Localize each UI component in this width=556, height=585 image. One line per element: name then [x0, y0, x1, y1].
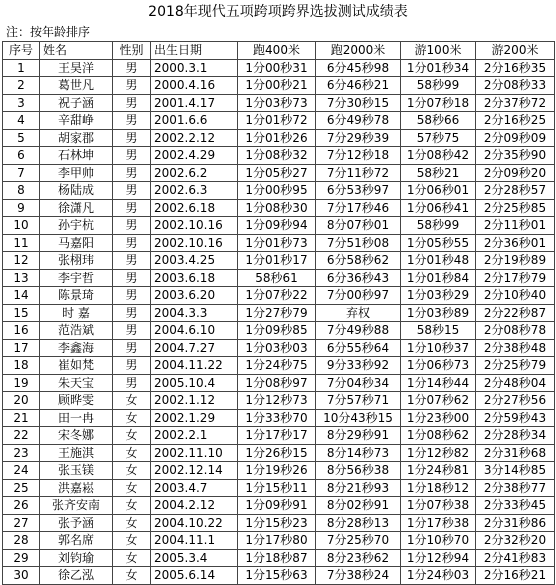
cell-run400: 1分15秒11 — [238, 479, 316, 497]
cell-birthdate: 2001.4.17 — [151, 94, 238, 112]
cell-swim200: 2分25秒79 — [476, 357, 555, 375]
cell-run400: 1分17秒80 — [238, 532, 316, 550]
cell-run2000: 8分28秒13 — [316, 514, 401, 532]
cell-run2000: 8分07秒01 — [316, 217, 401, 235]
cell-swim200: 2分36秒01 — [476, 234, 555, 252]
cell-swim100: 1分12秒82 — [401, 444, 476, 462]
cell-name: 祝子涵 — [40, 94, 113, 112]
cell-birthdate: 2005.10.4 — [151, 374, 238, 392]
cell-index: 6 — [3, 147, 40, 165]
table-row — [3, 164, 555, 182]
cell-run400: 1分05秒27 — [238, 164, 316, 182]
cell-name: 辛甜峥 — [40, 112, 113, 130]
cell-gender: 男 — [113, 269, 151, 287]
cell-swim100: 1分06秒01 — [401, 182, 476, 200]
cell-name: 范浩斌 — [40, 322, 113, 340]
cell-gender: 男 — [113, 77, 151, 95]
cell-swim200: 2分31秒86 — [476, 514, 555, 532]
cell-run400: 1分09秒91 — [238, 497, 316, 515]
table-row — [3, 269, 555, 287]
cell-run400: 1分00秒21 — [238, 77, 316, 95]
cell-index: 24 — [3, 462, 40, 480]
cell-run2000: 8分56秒38 — [316, 462, 401, 480]
cell-name: 朱天宝 — [40, 374, 113, 392]
cell-run400: 1分03秒73 — [238, 94, 316, 112]
cell-gender: 男 — [113, 217, 151, 235]
cell-name: 刘钧瑜 — [40, 549, 113, 567]
cell-index: 25 — [3, 479, 40, 497]
cell-run400: 1分03秒03 — [238, 339, 316, 357]
cell-index: 28 — [3, 532, 40, 550]
sort-note: 注：按年龄排序 — [6, 25, 91, 39]
cell-birthdate: 2004.2.12 — [151, 497, 238, 515]
cell-run2000: 7分17秒46 — [316, 199, 401, 217]
cell-birthdate: 2004.6.10 — [151, 322, 238, 340]
cell-run2000: 弃权 — [316, 304, 401, 322]
col-header-run400: 跑400米 — [238, 42, 316, 60]
cell-birthdate: 2004.10.22 — [151, 514, 238, 532]
cell-run2000: 6分49秒78 — [316, 112, 401, 130]
cell-index: 18 — [3, 357, 40, 375]
table-row — [3, 94, 555, 112]
cell-index: 29 — [3, 549, 40, 567]
cell-swim100: 1分24秒81 — [401, 462, 476, 480]
cell-swim200: 2分11秒01 — [476, 217, 555, 235]
cell-name: 王施淇 — [40, 444, 113, 462]
cell-swim100: 1分10秒37 — [401, 339, 476, 357]
cell-gender: 男 — [113, 322, 151, 340]
cell-gender: 女 — [113, 479, 151, 497]
table-row — [3, 479, 555, 497]
cell-run2000: 7分29秒39 — [316, 129, 401, 147]
cell-swim200: 2分16秒35 — [476, 59, 555, 77]
cell-gender: 女 — [113, 514, 151, 532]
cell-run400: 1分01秒72 — [238, 112, 316, 130]
cell-swim100: 1分23秒00 — [401, 409, 476, 427]
cell-swim100: 1分01秒84 — [401, 269, 476, 287]
table-row — [3, 549, 555, 567]
cell-name: 李甲帅 — [40, 164, 113, 182]
cell-run400: 1分18秒87 — [238, 549, 316, 567]
cell-birthdate: 2002.6.18 — [151, 199, 238, 217]
cell-index: 13 — [3, 269, 40, 287]
table-row — [3, 234, 555, 252]
cell-run2000: 8分29秒91 — [316, 427, 401, 445]
cell-index: 8 — [3, 182, 40, 200]
cell-gender: 女 — [113, 549, 151, 567]
cell-name: 马嘉阳 — [40, 234, 113, 252]
cell-birthdate: 2003.6.20 — [151, 287, 238, 305]
cell-run2000: 7分57秒71 — [316, 392, 401, 410]
cell-gender: 男 — [113, 147, 151, 165]
cell-swim100: 1分08秒62 — [401, 427, 476, 445]
table-row — [3, 444, 555, 462]
cell-run400: 1分24秒75 — [238, 357, 316, 375]
table-row — [3, 514, 555, 532]
cell-swim200: 2分41秒83 — [476, 549, 555, 567]
cell-name: 徐潇凡 — [40, 199, 113, 217]
cell-run2000: 10分43秒15 — [316, 409, 401, 427]
cell-swim200: 2分28秒34 — [476, 427, 555, 445]
cell-gender: 女 — [113, 427, 151, 445]
cell-gender: 女 — [113, 497, 151, 515]
col-header-gender: 性别 — [113, 42, 151, 60]
table-row — [3, 532, 555, 550]
cell-gender: 男 — [113, 129, 151, 147]
cell-index: 27 — [3, 514, 40, 532]
cell-name: 张栩玮 — [40, 252, 113, 270]
table-row — [3, 182, 555, 200]
cell-run2000: 7分49秒88 — [316, 322, 401, 340]
table-row — [3, 339, 555, 357]
cell-swim100: 57秒75 — [401, 129, 476, 147]
cell-run400: 1分27秒79 — [238, 304, 316, 322]
cell-run400: 1分09秒85 — [238, 322, 316, 340]
cell-swim100: 1分06秒41 — [401, 199, 476, 217]
cell-name: 张玉镁 — [40, 462, 113, 480]
cell-run2000: 6分45秒98 — [316, 59, 401, 77]
cell-gender: 女 — [113, 409, 151, 427]
cell-index: 26 — [3, 497, 40, 515]
cell-swim200: 2分31秒68 — [476, 444, 555, 462]
cell-name: 李宇哲 — [40, 269, 113, 287]
cell-name: 王昊洋 — [40, 59, 113, 77]
cell-swim200: 2分08秒33 — [476, 77, 555, 95]
cell-swim100: 1分01秒48 — [401, 252, 476, 270]
cell-run2000: 8分14秒73 — [316, 444, 401, 462]
cell-name: 葛世凡 — [40, 77, 113, 95]
cell-birthdate: 2002.2.12 — [151, 129, 238, 147]
cell-swim200: 2分59秒43 — [476, 409, 555, 427]
table-row — [3, 322, 555, 340]
cell-swim100: 58秒99 — [401, 77, 476, 95]
table-row — [3, 199, 555, 217]
cell-name: 崔如梵 — [40, 357, 113, 375]
table-row — [3, 112, 555, 130]
cell-gender: 男 — [113, 357, 151, 375]
cell-run400: 1分26秒15 — [238, 444, 316, 462]
cell-swim200: 2分16秒25 — [476, 112, 555, 130]
cell-run400: 58秒61 — [238, 269, 316, 287]
cell-run2000: 9分33秒92 — [316, 357, 401, 375]
cell-swim100: 1分17秒38 — [401, 514, 476, 532]
table-row — [3, 59, 555, 77]
col-header-run2000: 跑2000米 — [316, 42, 401, 60]
cell-run400: 1分00秒95 — [238, 182, 316, 200]
cell-run400: 1分33秒70 — [238, 409, 316, 427]
table-row — [3, 567, 555, 585]
cell-run2000: 6分58秒62 — [316, 252, 401, 270]
cell-name: 张齐安南 — [40, 497, 113, 515]
table-row — [3, 129, 555, 147]
cell-run2000: 7分25秒70 — [316, 532, 401, 550]
col-header-birthdate: 出生日期 — [151, 42, 238, 60]
cell-run2000: 7分11秒72 — [316, 164, 401, 182]
cell-name: 宋冬娜 — [40, 427, 113, 445]
cell-index: 10 — [3, 217, 40, 235]
cell-swim100: 1分14秒44 — [401, 374, 476, 392]
cell-run400: 1分07秒22 — [238, 287, 316, 305]
cell-name: 石林坤 — [40, 147, 113, 165]
cell-name: 孙宇杭 — [40, 217, 113, 235]
cell-run400: 1分08秒32 — [238, 147, 316, 165]
cell-index: 9 — [3, 199, 40, 217]
cell-run400: 1分08秒97 — [238, 374, 316, 392]
cell-birthdate: 2002.2.1 — [151, 427, 238, 445]
cell-birthdate: 2002.4.29 — [151, 147, 238, 165]
table-row — [3, 147, 555, 165]
cell-birthdate: 2002.1.12 — [151, 392, 238, 410]
cell-gender: 男 — [113, 339, 151, 357]
cell-gender: 女 — [113, 444, 151, 462]
cell-swim100: 58秒21 — [401, 164, 476, 182]
cell-birthdate: 2004.11.22 — [151, 357, 238, 375]
cell-run400: 1分17秒17 — [238, 427, 316, 445]
cell-swim200: 2分19秒89 — [476, 252, 555, 270]
cell-index: 14 — [3, 287, 40, 305]
cell-run2000: 8分21秒93 — [316, 479, 401, 497]
cell-name: 徐乙泓 — [40, 567, 113, 585]
cell-index: 20 — [3, 392, 40, 410]
table-row — [3, 409, 555, 427]
cell-run2000: 8分23秒62 — [316, 549, 401, 567]
cell-birthdate: 2002.6.2 — [151, 164, 238, 182]
cell-name: 顾晔雯 — [40, 392, 113, 410]
cell-index: 3 — [3, 94, 40, 112]
cell-birthdate: 2002.10.16 — [151, 217, 238, 235]
cell-swim200: 2分16秒21 — [476, 567, 555, 585]
cell-run400: 1分01秒73 — [238, 234, 316, 252]
cell-gender: 男 — [113, 59, 151, 77]
cell-birthdate: 2005.6.14 — [151, 567, 238, 585]
cell-birthdate: 2004.7.27 — [151, 339, 238, 357]
cell-swim100: 1分01秒34 — [401, 59, 476, 77]
cell-swim200: 2分09秒09 — [476, 129, 555, 147]
cell-gender: 女 — [113, 567, 151, 585]
cell-run2000: 7分00秒97 — [316, 287, 401, 305]
table-row — [3, 427, 555, 445]
cell-run400: 1分00秒31 — [238, 59, 316, 77]
cell-swim100: 1分03秒29 — [401, 287, 476, 305]
cell-name: 张予涵 — [40, 514, 113, 532]
cell-run2000: 7分12秒18 — [316, 147, 401, 165]
cell-gender: 男 — [113, 374, 151, 392]
cell-swim200: 2分38秒77 — [476, 479, 555, 497]
cell-swim200: 2分48秒04 — [476, 374, 555, 392]
cell-swim200: 2分17秒79 — [476, 269, 555, 287]
cell-gender: 男 — [113, 112, 151, 130]
cell-gender: 女 — [113, 462, 151, 480]
cell-run400: 1分12秒73 — [238, 392, 316, 410]
cell-birthdate: 2002.11.10 — [151, 444, 238, 462]
cell-run2000: 7分51秒08 — [316, 234, 401, 252]
cell-gender: 男 — [113, 252, 151, 270]
cell-name: 胡家郡 — [40, 129, 113, 147]
cell-swim100: 58秒15 — [401, 322, 476, 340]
cell-index: 21 — [3, 409, 40, 427]
table-row — [3, 77, 555, 95]
cell-gender: 男 — [113, 164, 151, 182]
cell-index: 11 — [3, 234, 40, 252]
results-table — [2, 41, 555, 585]
cell-swim100: 58秒66 — [401, 112, 476, 130]
table-body — [3, 59, 555, 584]
cell-swim100: 1分24秒03 — [401, 567, 476, 585]
cell-swim200: 2分22秒87 — [476, 304, 555, 322]
cell-swim100: 1分07秒38 — [401, 497, 476, 515]
cell-birthdate: 2004.3.3 — [151, 304, 238, 322]
header-row — [3, 42, 555, 60]
cell-run400: 1分15秒63 — [238, 567, 316, 585]
cell-run2000: 6分53秒97 — [316, 182, 401, 200]
cell-swim100: 1分18秒12 — [401, 479, 476, 497]
cell-swim100: 1分03秒89 — [401, 304, 476, 322]
cell-birthdate: 2000.4.16 — [151, 77, 238, 95]
cell-swim200: 2分38秒48 — [476, 339, 555, 357]
cell-swim100: 1分06秒73 — [401, 357, 476, 375]
cell-run2000: 8分02秒91 — [316, 497, 401, 515]
cell-gender: 女 — [113, 532, 151, 550]
cell-index: 16 — [3, 322, 40, 340]
cell-name: 郭名席 — [40, 532, 113, 550]
cell-birthdate: 2000.3.1 — [151, 59, 238, 77]
cell-index: 17 — [3, 339, 40, 357]
cell-index: 4 — [3, 112, 40, 130]
cell-index: 23 — [3, 444, 40, 462]
table-row — [3, 357, 555, 375]
cell-run400: 1分15秒23 — [238, 514, 316, 532]
table-row — [3, 392, 555, 410]
cell-index: 2 — [3, 77, 40, 95]
cell-index: 19 — [3, 374, 40, 392]
cell-name: 陈景琦 — [40, 287, 113, 305]
cell-run400: 1分09秒94 — [238, 217, 316, 235]
cell-swim200: 2分33秒45 — [476, 497, 555, 515]
cell-name: 时 嘉 — [40, 304, 113, 322]
cell-birthdate: 2002.12.14 — [151, 462, 238, 480]
cell-swim200: 2分25秒85 — [476, 199, 555, 217]
table-row — [3, 374, 555, 392]
cell-birthdate: 2003.4.25 — [151, 252, 238, 270]
cell-gender: 男 — [113, 304, 151, 322]
cell-gender: 女 — [113, 392, 151, 410]
cell-run2000: 7分30秒15 — [316, 94, 401, 112]
cell-name: 洪嘉崧 — [40, 479, 113, 497]
table-row — [3, 462, 555, 480]
cell-birthdate: 2003.6.18 — [151, 269, 238, 287]
cell-birthdate: 2001.6.6 — [151, 112, 238, 130]
cell-swim100: 1分07秒62 — [401, 392, 476, 410]
cell-gender: 男 — [113, 182, 151, 200]
cell-gender: 男 — [113, 287, 151, 305]
cell-birthdate: 2002.1.29 — [151, 409, 238, 427]
cell-index: 12 — [3, 252, 40, 270]
cell-swim200: 2分28秒57 — [476, 182, 555, 200]
cell-name: 杨陆成 — [40, 182, 113, 200]
cell-swim200: 2分09秒20 — [476, 164, 555, 182]
cell-run2000: 6分36秒43 — [316, 269, 401, 287]
sheet-title: 2018年现代五项跨项跨界选拔测试成绩表 — [148, 4, 408, 20]
cell-swim200: 2分08秒78 — [476, 322, 555, 340]
cell-swim100: 1分10秒70 — [401, 532, 476, 550]
cell-birthdate: 2005.3.4 — [151, 549, 238, 567]
cell-run2000: 6分46秒21 — [316, 77, 401, 95]
cell-swim200: 2分35秒90 — [476, 147, 555, 165]
cell-swim200: 2分10秒40 — [476, 287, 555, 305]
cell-birthdate: 2004.11.1 — [151, 532, 238, 550]
cell-run400: 1分01秒17 — [238, 252, 316, 270]
col-header-name: 姓名 — [40, 42, 113, 60]
cell-swim200: 2分37秒72 — [476, 94, 555, 112]
cell-run400: 1分08秒30 — [238, 199, 316, 217]
cell-swim200: 2分27秒56 — [476, 392, 555, 410]
cell-swim100: 1分12秒94 — [401, 549, 476, 567]
cell-gender: 男 — [113, 94, 151, 112]
cell-gender: 男 — [113, 199, 151, 217]
cell-name: 田一冉 — [40, 409, 113, 427]
cell-index: 5 — [3, 129, 40, 147]
cell-swim100: 1分05秒55 — [401, 234, 476, 252]
cell-swim100: 1分08秒42 — [401, 147, 476, 165]
cell-swim100: 1分07秒18 — [401, 94, 476, 112]
cell-run2000: 7分38秒24 — [316, 567, 401, 585]
cell-birthdate: 2002.10.16 — [151, 234, 238, 252]
col-header-index: 序号 — [3, 42, 40, 60]
cell-swim100: 58秒99 — [401, 217, 476, 235]
table-row — [3, 217, 555, 235]
table-row — [3, 252, 555, 270]
cell-index: 1 — [3, 59, 40, 77]
col-header-swim200: 游200米 — [476, 42, 555, 60]
table-row — [3, 304, 555, 322]
table-row — [3, 287, 555, 305]
cell-swim200: 3分14秒85 — [476, 462, 555, 480]
table-row — [3, 497, 555, 515]
cell-index: 30 — [3, 567, 40, 585]
cell-run2000: 6分55秒64 — [316, 339, 401, 357]
cell-swim200: 2分32秒20 — [476, 532, 555, 550]
cell-run2000: 7分04秒34 — [316, 374, 401, 392]
cell-birthdate: 2002.6.3 — [151, 182, 238, 200]
cell-gender: 男 — [113, 234, 151, 252]
col-header-swim100: 游100米 — [401, 42, 476, 60]
cell-index: 15 — [3, 304, 40, 322]
cell-name: 李鑫海 — [40, 339, 113, 357]
cell-index: 22 — [3, 427, 40, 445]
cell-index: 7 — [3, 164, 40, 182]
cell-run400: 1分01秒26 — [238, 129, 316, 147]
cell-birthdate: 2003.4.7 — [151, 479, 238, 497]
cell-run400: 1分19秒26 — [238, 462, 316, 480]
